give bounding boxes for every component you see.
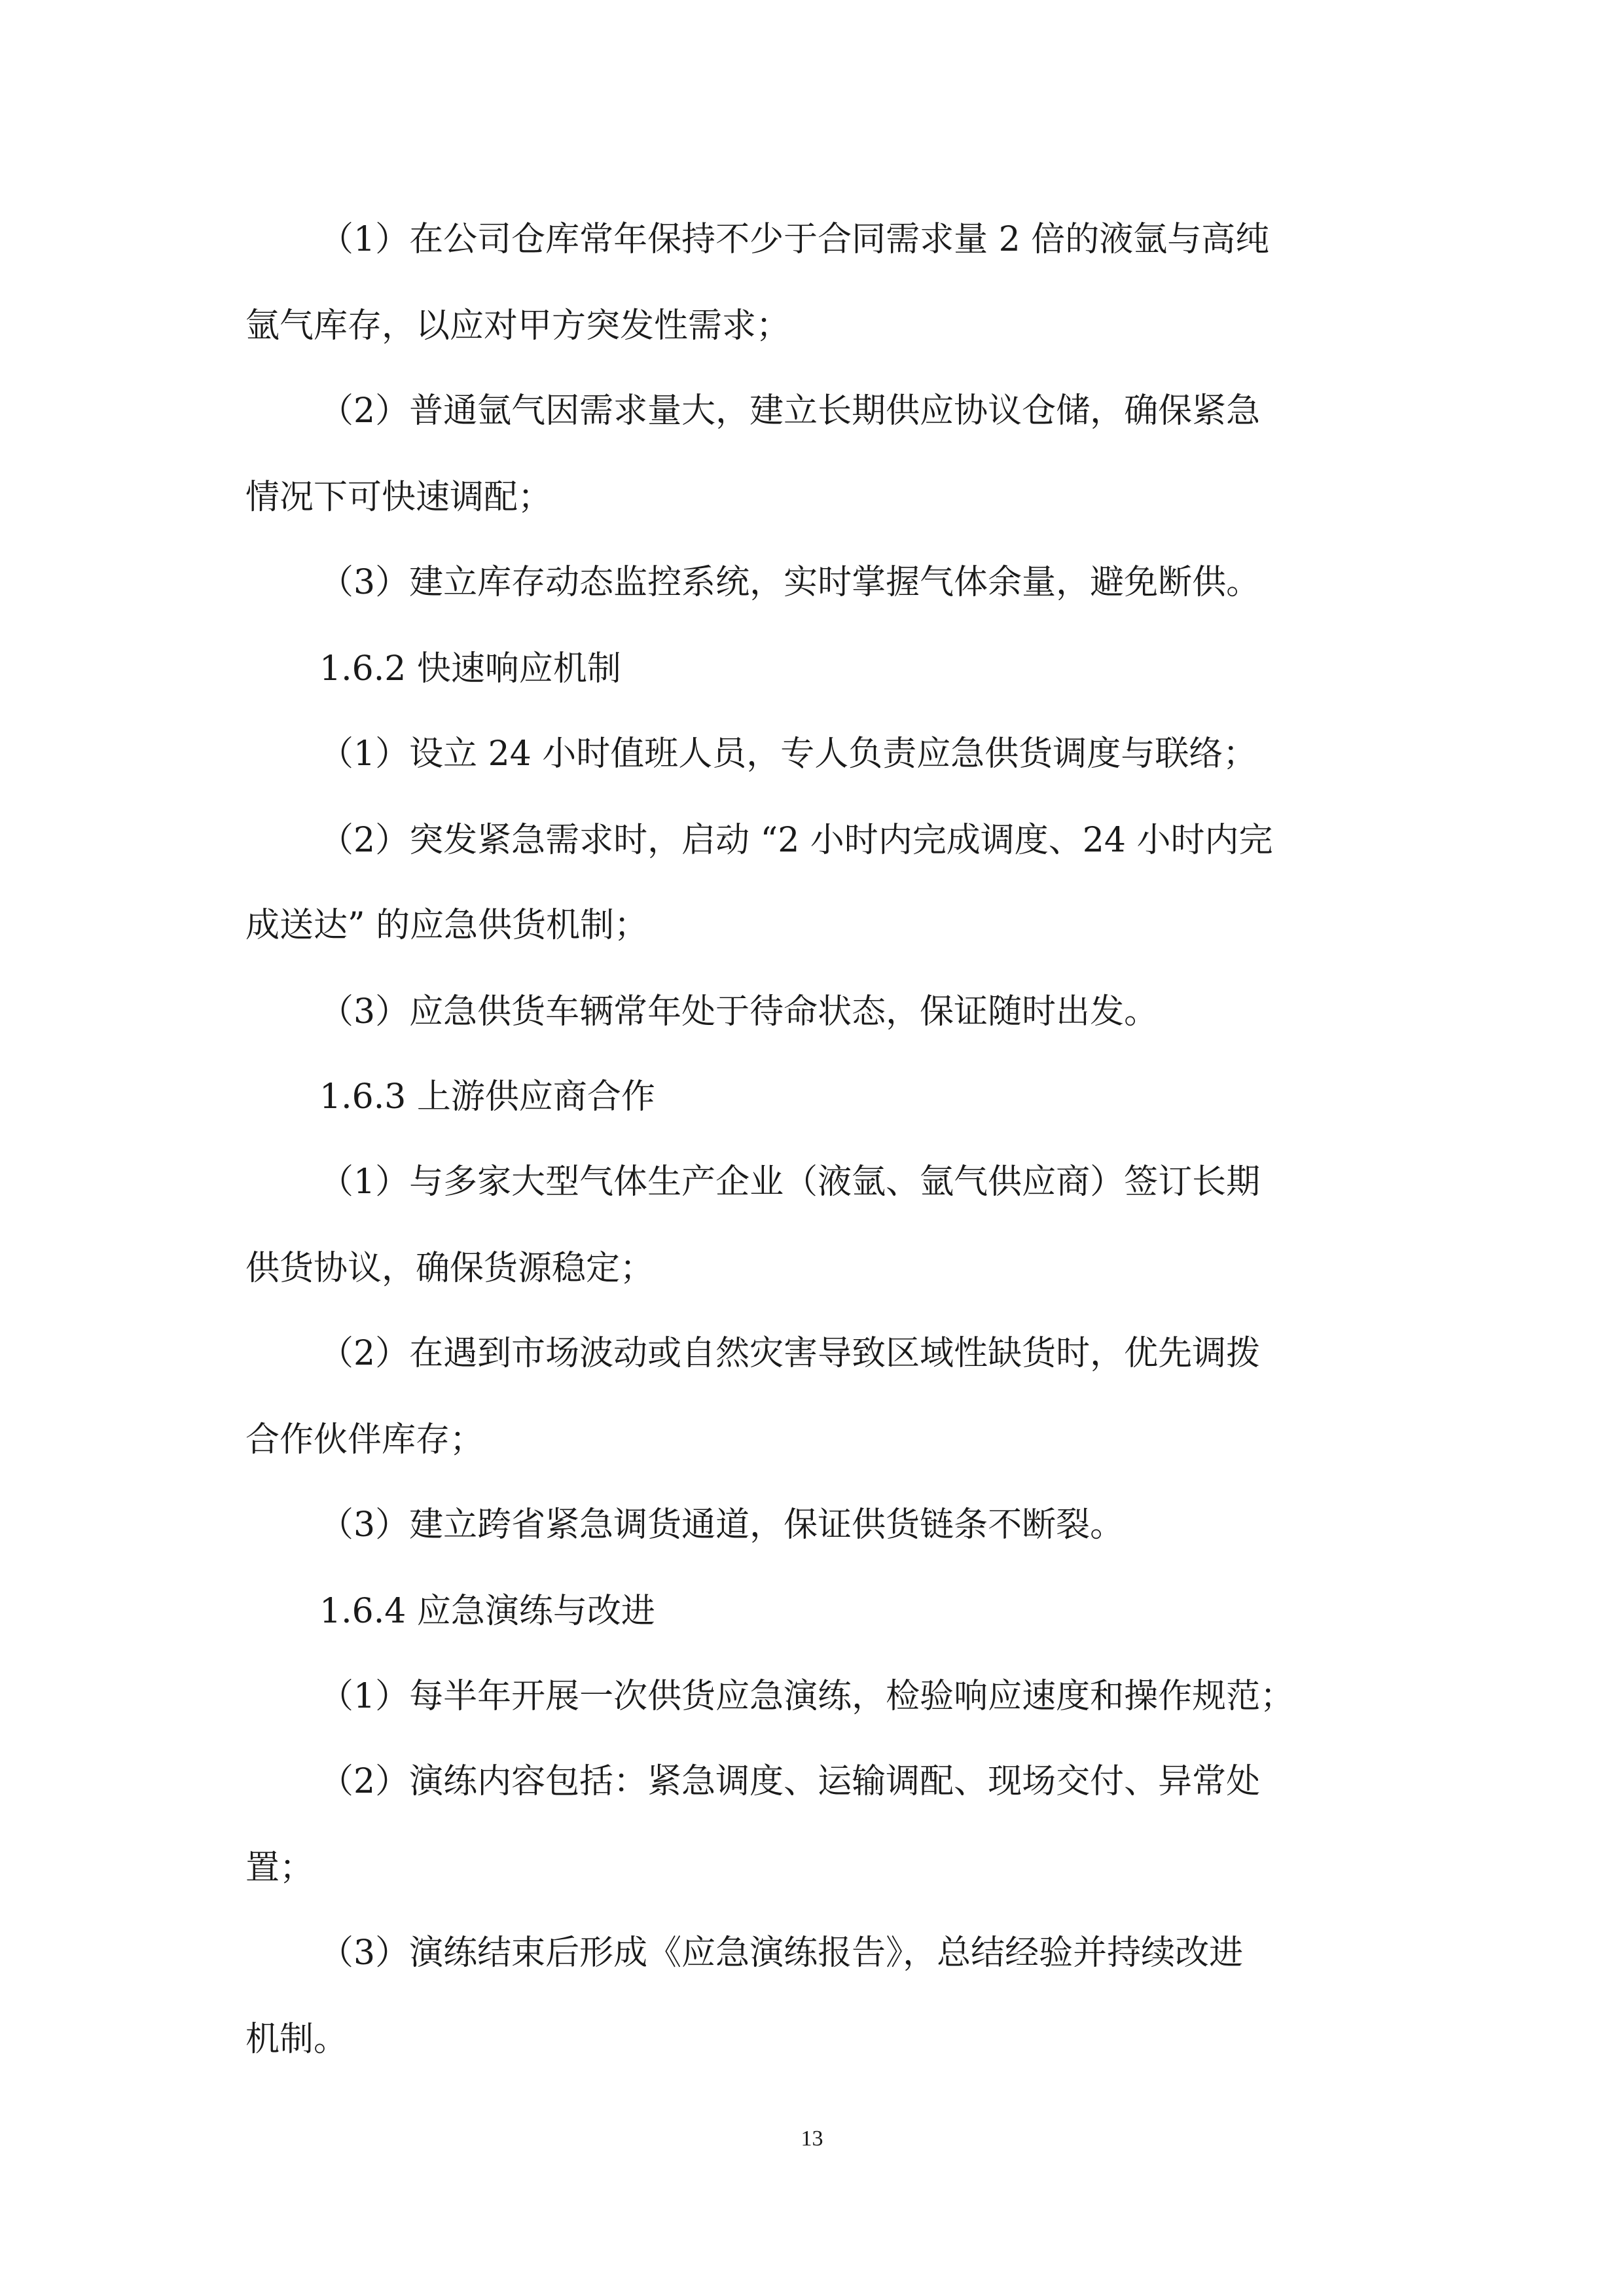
drills-item-3-line-1: （3）演练结束后形成《应急演练报告》，总结经验并持续改进 <box>319 1933 1244 1973</box>
stock-item-2-line-1: （2）普通氩气因需求量大，建立长期供应协议仓储，确保紧急 <box>319 391 1261 431</box>
stock-item-3: （3）建立库存动态监控系统，实时掌握气体余量，避免断供。 <box>319 563 1261 602</box>
response-item-1: （1）设立 24 小时值班人员，专人负责应急供货调度与联络； <box>319 734 1257 774</box>
response-item-3: （3）应急供货车辆常年处于待命状态，保证随时出发。 <box>319 992 1159 1031</box>
suppliers-item-2-line-2: 合作伙伴库存； <box>245 1420 484 1460</box>
drills-item-3-line-2: 机制。 <box>245 2020 348 2059</box>
section-heading-1-6-2: 1.6.2 快速响应机制 <box>319 649 621 689</box>
suppliers-item-2-line-1: （2）在遇到市场波动或自然灾害导致区域性缺货时，优先调拨 <box>319 1334 1261 1373</box>
response-item-2-line-2: 成送达” 的应急供货机制； <box>245 906 649 945</box>
suppliers-item-1-line-2: 供货协议，确保货源稳定； <box>245 1249 655 1288</box>
stock-item-2-line-2: 情况下可快速调配； <box>245 478 552 517</box>
drills-item-2-line-2: 置； <box>245 1848 314 1888</box>
drills-item-2-line-1: （2）演练内容包括：紧急调度、运输调配、现场交付、异常处 <box>319 1762 1261 1801</box>
suppliers-item-3: （3）建立跨省紧急调货通道，保证供货链条不断裂。 <box>319 1505 1125 1545</box>
section-heading-1-6-3: 1.6.3 上游供应商合作 <box>319 1077 655 1117</box>
drills-item-1: （1）每半年开展一次供货应急演练，检验响应速度和操作规范； <box>319 1677 1295 1716</box>
suppliers-item-1-line-1: （1）与多家大型气体生产企业（液氩、氩气供应商）签订长期 <box>319 1162 1261 1202</box>
page-number: 13 <box>801 2126 823 2151</box>
stock-item-1-line-1: （1）在公司仓库常年保持不少于合同需求量 2 倍的液氩与高纯 <box>319 220 1270 259</box>
section-heading-1-6-4: 1.6.4 应急演练与改进 <box>319 1592 655 1631</box>
stock-item-1-line-2: 氩气库存，以应对甲方突发性需求； <box>245 306 791 346</box>
response-item-2-line-1: （2）突发紧急需求时，启动 “2 小时内完成调度、24 小时内完 <box>319 821 1273 860</box>
